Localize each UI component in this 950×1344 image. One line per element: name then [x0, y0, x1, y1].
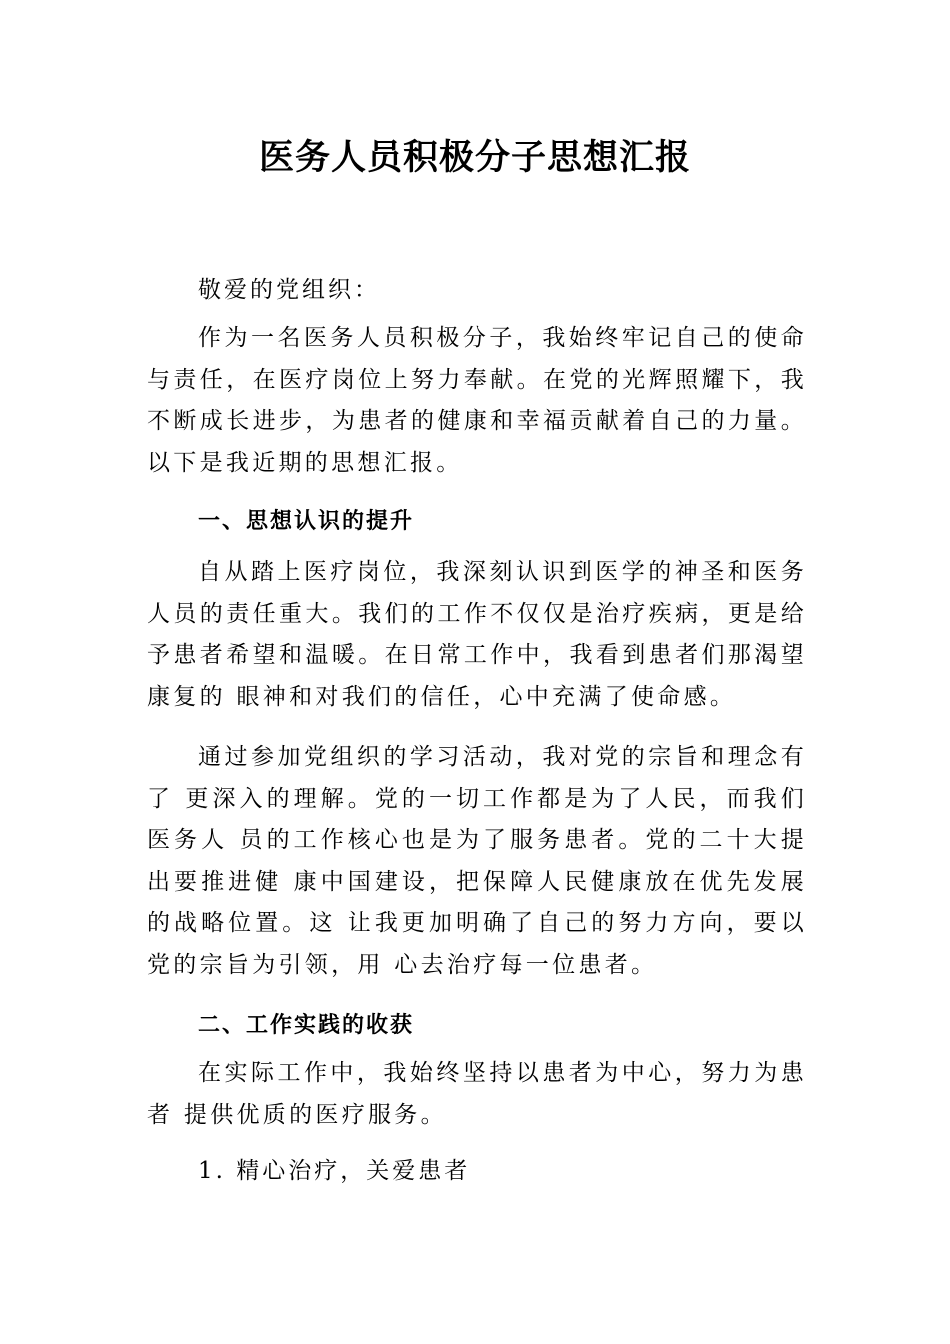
- salutation: 敬爱的党组织：: [198, 277, 380, 303]
- document-title: 医务人员积极分子思想汇报: [258, 138, 691, 178]
- section-2-paragraph-1: 在实际工作中，我始终坚持以患者为中心，努力为患者 提供优质的医疗服务。: [147, 1060, 807, 1128]
- section-1-paragraph-2: 通过参加党组织的学习活动，我对党的宗旨和理念有了 更深入的理解。党的一切工作都是为了人民，而我们医务人 员的工作核心也是为了服务患者。党的二十大提出要推进健 康中国建设，把保障人民健康放在优先发展的战略位置。这 让我更加明确了自己的努力方向，要以党的宗旨为引领，用 心去治疗每一位患者。: [147, 744, 807, 978]
- section-1-paragraph-1: 自从踏上医疗岗位，我深刻认识到医学的神圣和医务人员的责任重大。我们的工作不仅仅是治疗疾病，更是给予患者希望和温暖。在日常工作中，我看到患者们那渴望康复的 眼神和对我们的信任，心中充满了使命感。: [147, 559, 807, 710]
- section-1-heading: 一、思想认识的提升: [198, 509, 415, 534]
- section-2-list-item-1: 1. 精心治疗，关爱患者: [198, 1158, 471, 1184]
- intro-paragraph: 作为一名医务人员积极分子，我始终牢记自己的使命与责任，在医疗岗位上努力奉献。在党的光辉照耀下，我不断成长进步，为患者的健康和幸福贡献着自己的力量。以下是我近期的思想汇报。: [147, 325, 807, 476]
- section-2-heading: 二、工作实践的收获: [198, 1013, 415, 1038]
